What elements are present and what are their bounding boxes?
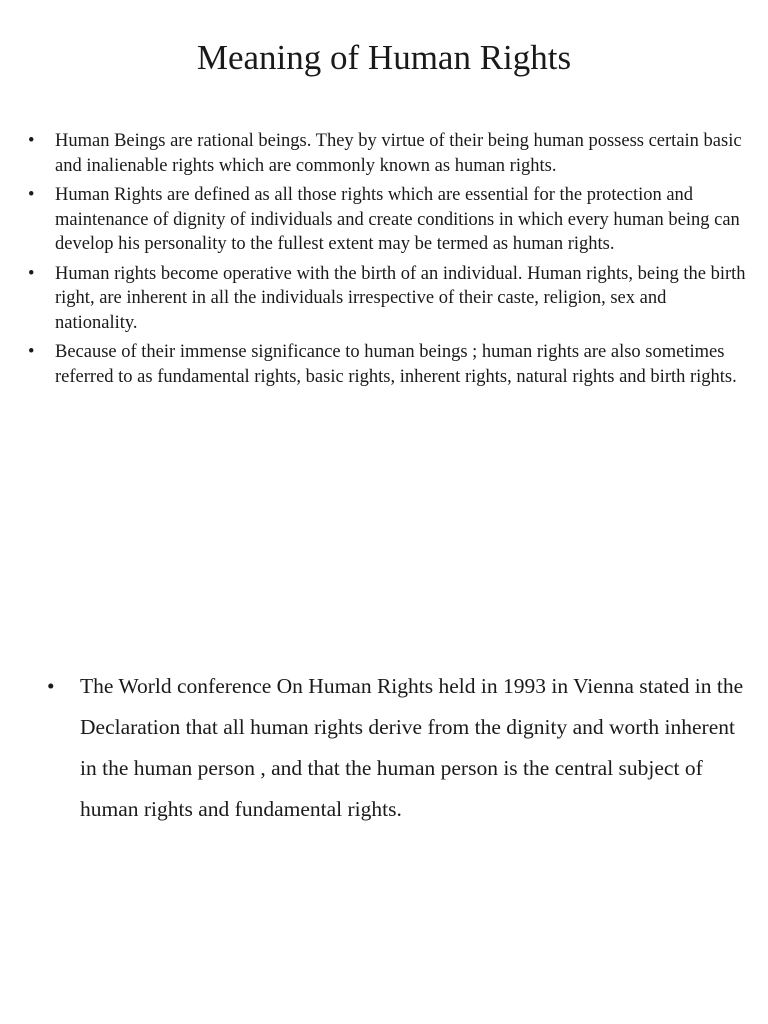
list-item-text: The World conference On Human Rights held in 1993 in Vienna stated in the Declaration that all human rights derive from the dignity and worth inherent in the human person , and that the human person is the central subject of human rights and fundamental rights. xyxy=(80,674,744,821)
list-item-text: Because of their immense significance to human beings ; human rights are also sometimes referred to as fundamental rights, basic rights, inherent rights, natural rights and birth rights. xyxy=(55,342,737,387)
list-item-text: Human Rights are defined as all those rights which are essential for the protection and maintenance of dignity of individuals and create conditions in which every human being can develop his personality to the fullest extent may be termed as human rights. xyxy=(55,185,740,254)
definition-bullet-list xyxy=(26,129,750,394)
vienna-declaration-list xyxy=(45,666,745,830)
list-item-text: Human Beings are rational beings. They by virtue of their being human possess certain basic and inalienable rights which are commonly known as human rights. xyxy=(55,131,742,176)
bullet-icon: • xyxy=(28,131,35,151)
bullet-icon: • xyxy=(28,342,35,362)
list-item xyxy=(45,666,745,830)
bullet-icon: • xyxy=(28,263,35,284)
bullet-icon: • xyxy=(28,185,35,205)
list-item xyxy=(26,262,750,336)
list-item-text: Human rights become operative with the birth of an individual. Human rights, being the birth right, are inherent in all the individuals irrespective of their caste, religion, sex and nationality. xyxy=(55,263,746,333)
list-item xyxy=(26,340,750,389)
list-item xyxy=(26,183,750,257)
list-item xyxy=(26,129,750,178)
bullet-icon: • xyxy=(47,674,55,698)
page-title: Meaning of Human Rights xyxy=(196,38,572,77)
